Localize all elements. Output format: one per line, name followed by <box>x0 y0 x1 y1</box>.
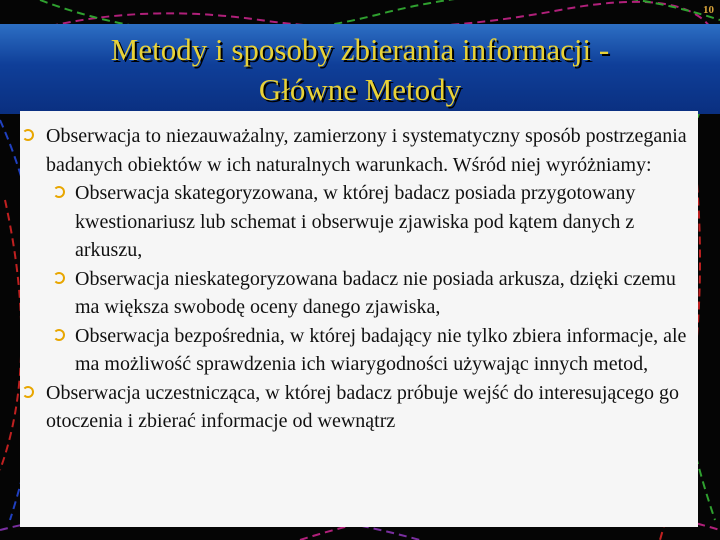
page-number: 10 <box>703 4 714 16</box>
bullet-item <box>22 379 698 436</box>
bullet-item <box>22 122 698 179</box>
sub-bullet-item <box>22 322 698 379</box>
title-line-1: Metody i sposoby zbierania informacji - <box>110 32 610 67</box>
slide-title <box>0 30 720 110</box>
title-line-2: Główne Metody <box>258 72 462 107</box>
bullet-icon <box>22 386 34 398</box>
sub-bullet-item <box>22 179 698 265</box>
bullet-text: Obserwacja bezpośrednia, w której badający nie tylko zbiera informacje, ale ma możliwość sprawdzenia ich wiarygodności używając innych metod, <box>75 324 687 375</box>
bullet-text: Obserwacja uczestnicząca, w której badacz próbuje wejść do interesującego go otoczenia i zbierać informacje od wewnątrz <box>46 381 680 432</box>
bullet-text: Obserwacja skategoryzowana, w której badacz posiada przygotowany kwestionariusz lub schemat i obserwuje zjawiska pod kątem danych z arkuszu, <box>75 182 636 261</box>
bullet-icon <box>53 272 65 284</box>
bullet-icon <box>53 329 65 341</box>
bullet-text: Obserwacja to niezauważalny, zamierzony i systematyczny sposób postrzegania badanych obiektów w ich naturalnych warunkach. Wśród niej wyróżniamy: <box>46 125 687 176</box>
sub-bullet-item <box>22 265 698 322</box>
bullet-text: Obserwacja nieskategoryzowana badacz nie posiada arkusza, dzięki czemu ma większa swobodę oceny danego zjawiska, <box>75 267 676 318</box>
bullet-icon <box>22 129 34 141</box>
bullet-icon <box>53 186 65 198</box>
bullet-list <box>22 122 698 436</box>
